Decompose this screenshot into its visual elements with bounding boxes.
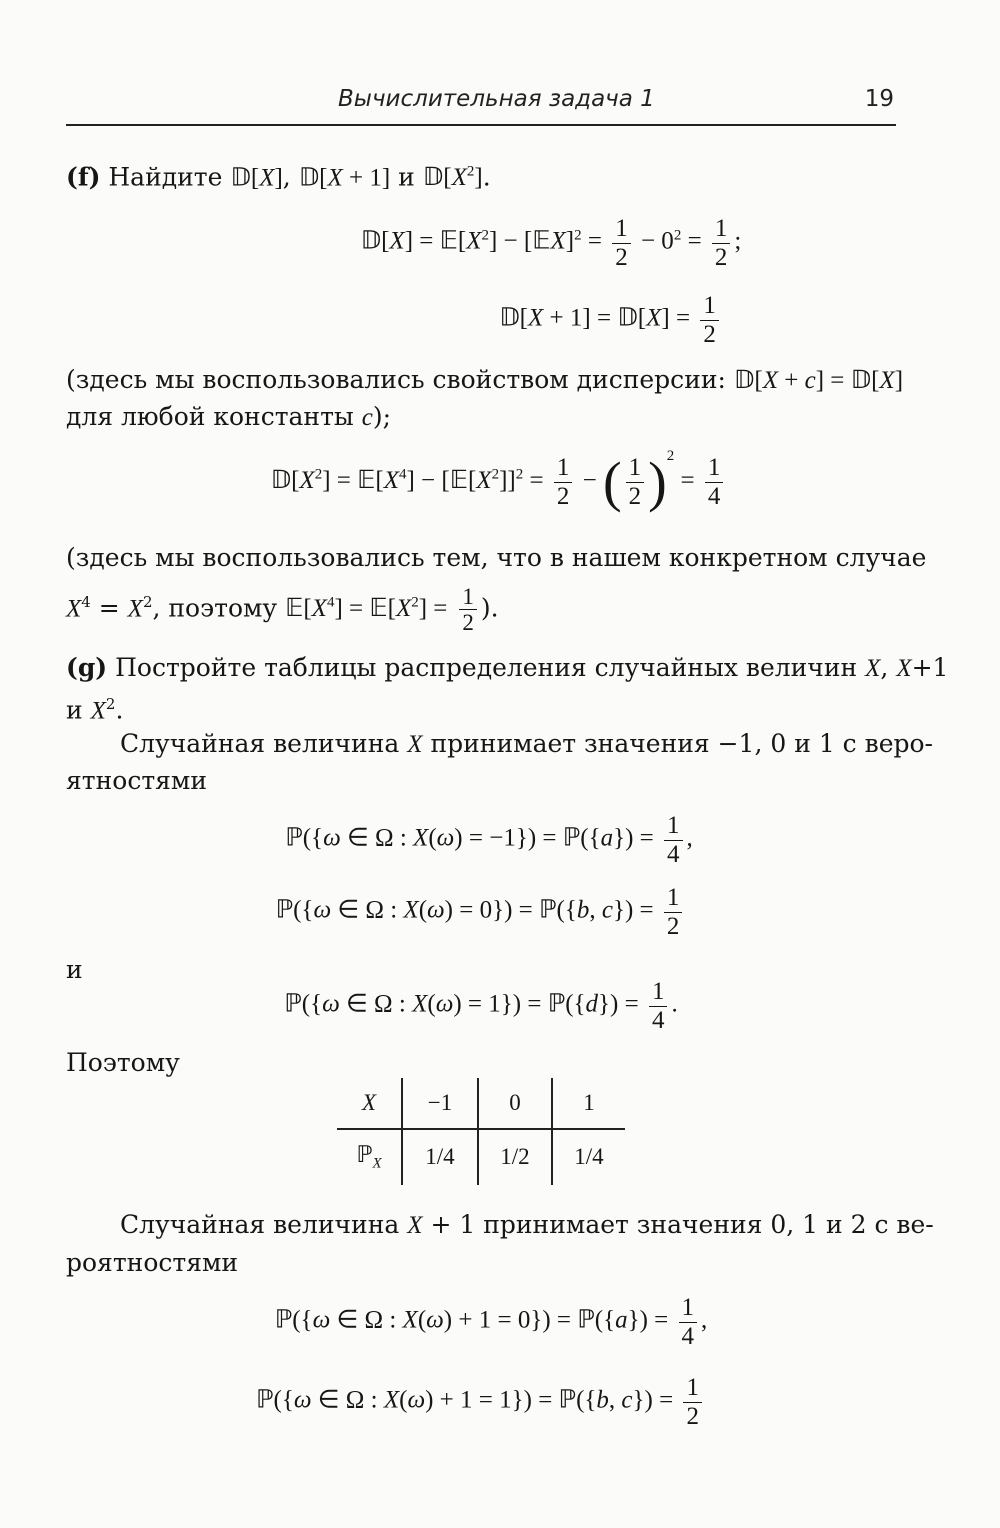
paragraph-x-line-1: Случайная величина X принимает значения −1, 0 и 1 с веро- [120, 729, 933, 758]
equation-var-x-squared: $𝔻[X^2]$ = $𝔼[X^4]$ − $[𝔼[X^2]]^2$ = $\frac{1}{2}$ − ( $\frac{1}{2}$ )$^2$ = $\frac{1}{4}$ [66, 448, 914, 514]
table-header-cell: 1 [552, 1078, 625, 1129]
paragraph-x-line-2: ятностями [66, 766, 208, 795]
paragraph-x1-line-2: роятностями [66, 1248, 239, 1277]
running-header-title: Вычислительная задача 1 [338, 86, 655, 112]
page-number: 19 [864, 86, 894, 112]
task-g-line-2: и $X^2$. [66, 695, 124, 725]
equation-prob-x-1: ℙ({ω ∈ Ω : X(ω) = 1}) = ℙ({d}) = $\frac{1}{4}$ . [284, 978, 678, 1034]
remark-2-line-2: $X^4 = X^2$, поэтому $𝔼[X^4]$ = $𝔼[X^2]$ = $\frac{1}{2}$ ). [66, 584, 499, 636]
header-rule [66, 124, 896, 126]
task-f-and: и [398, 162, 415, 192]
equation-prob-x1-1: ℙ({ω ∈ Ω : X(ω) + 1 = 1}) = ℙ({b, c}) = $\frac{1}{2}$ [66, 1374, 896, 1430]
distribution-table-x [337, 1078, 625, 1185]
remark-1-line-2: для любой константы c); [66, 402, 392, 431]
table-header-cell: X [337, 1078, 402, 1129]
task-f-text: Найдите [108, 162, 223, 192]
remark-1-line-1: (здесь мы воспользовались свойством дисперсии: 𝔻[X + c] = 𝔻[X] [66, 365, 904, 394]
task-g-label: (g) [66, 653, 108, 682]
remark-2-line-1: (здесь мы воспользовались тем, что в нашем конкретном случае [66, 543, 927, 572]
table-header-cell: 0 [478, 1078, 552, 1129]
table-row [337, 1129, 625, 1185]
task-f-end: . [482, 162, 491, 192]
and-word: и [66, 955, 83, 984]
task-f-label: (f) [66, 162, 101, 192]
table-row-label: ℙ$_X$ [356, 1142, 382, 1172]
equation-var-x: 𝔻[X] = $𝔼[X^2]$ − [𝔼X]$^2$ = $\frac{1}{2}$ − $0^2$ = $\frac{1}{2}$ ; [360, 215, 742, 271]
table-cell: 1/4 [402, 1129, 478, 1185]
task-f-sep: , [282, 162, 291, 192]
table-cell: 1/4 [552, 1129, 625, 1185]
table-cell: 1/2 [478, 1129, 552, 1185]
equation-prob-x-0: ℙ({ω ∈ Ω : X(ω) = 0}) = ℙ({b, c}) = $\frac{1}{2}$ [66, 884, 896, 940]
equation-prob-x1-0: ℙ({ω ∈ Ω : X(ω) + 1 = 0}) = ℙ({a}) = $\frac{1}{4}$ , [274, 1294, 708, 1350]
therefore-word: Поэтому [66, 1048, 180, 1077]
equation-var-x-plus-1: 𝔻[X + 1] = 𝔻[X] = $\frac{1}{2}$ [66, 292, 1000, 348]
paragraph-x1-line-1: Случайная величина X + 1 принимает значения 0, 1 и 2 с ве- [120, 1210, 934, 1239]
task-g-line-1: (g) Постройте таблицы распределения случайных величин X, X+1 [66, 653, 949, 682]
table-header-row [337, 1078, 625, 1129]
table-header-cell: −1 [402, 1078, 478, 1129]
equation-prob-x-minus-1: ℙ({ω ∈ Ω : X(ω) = −1}) = ℙ({a}) = $\frac{1}{4}$ , [285, 812, 693, 868]
task-f-statement: (f) Найдите 𝔻[X], 𝔻[X + 1] и $𝔻[X^2]$. [66, 162, 491, 192]
